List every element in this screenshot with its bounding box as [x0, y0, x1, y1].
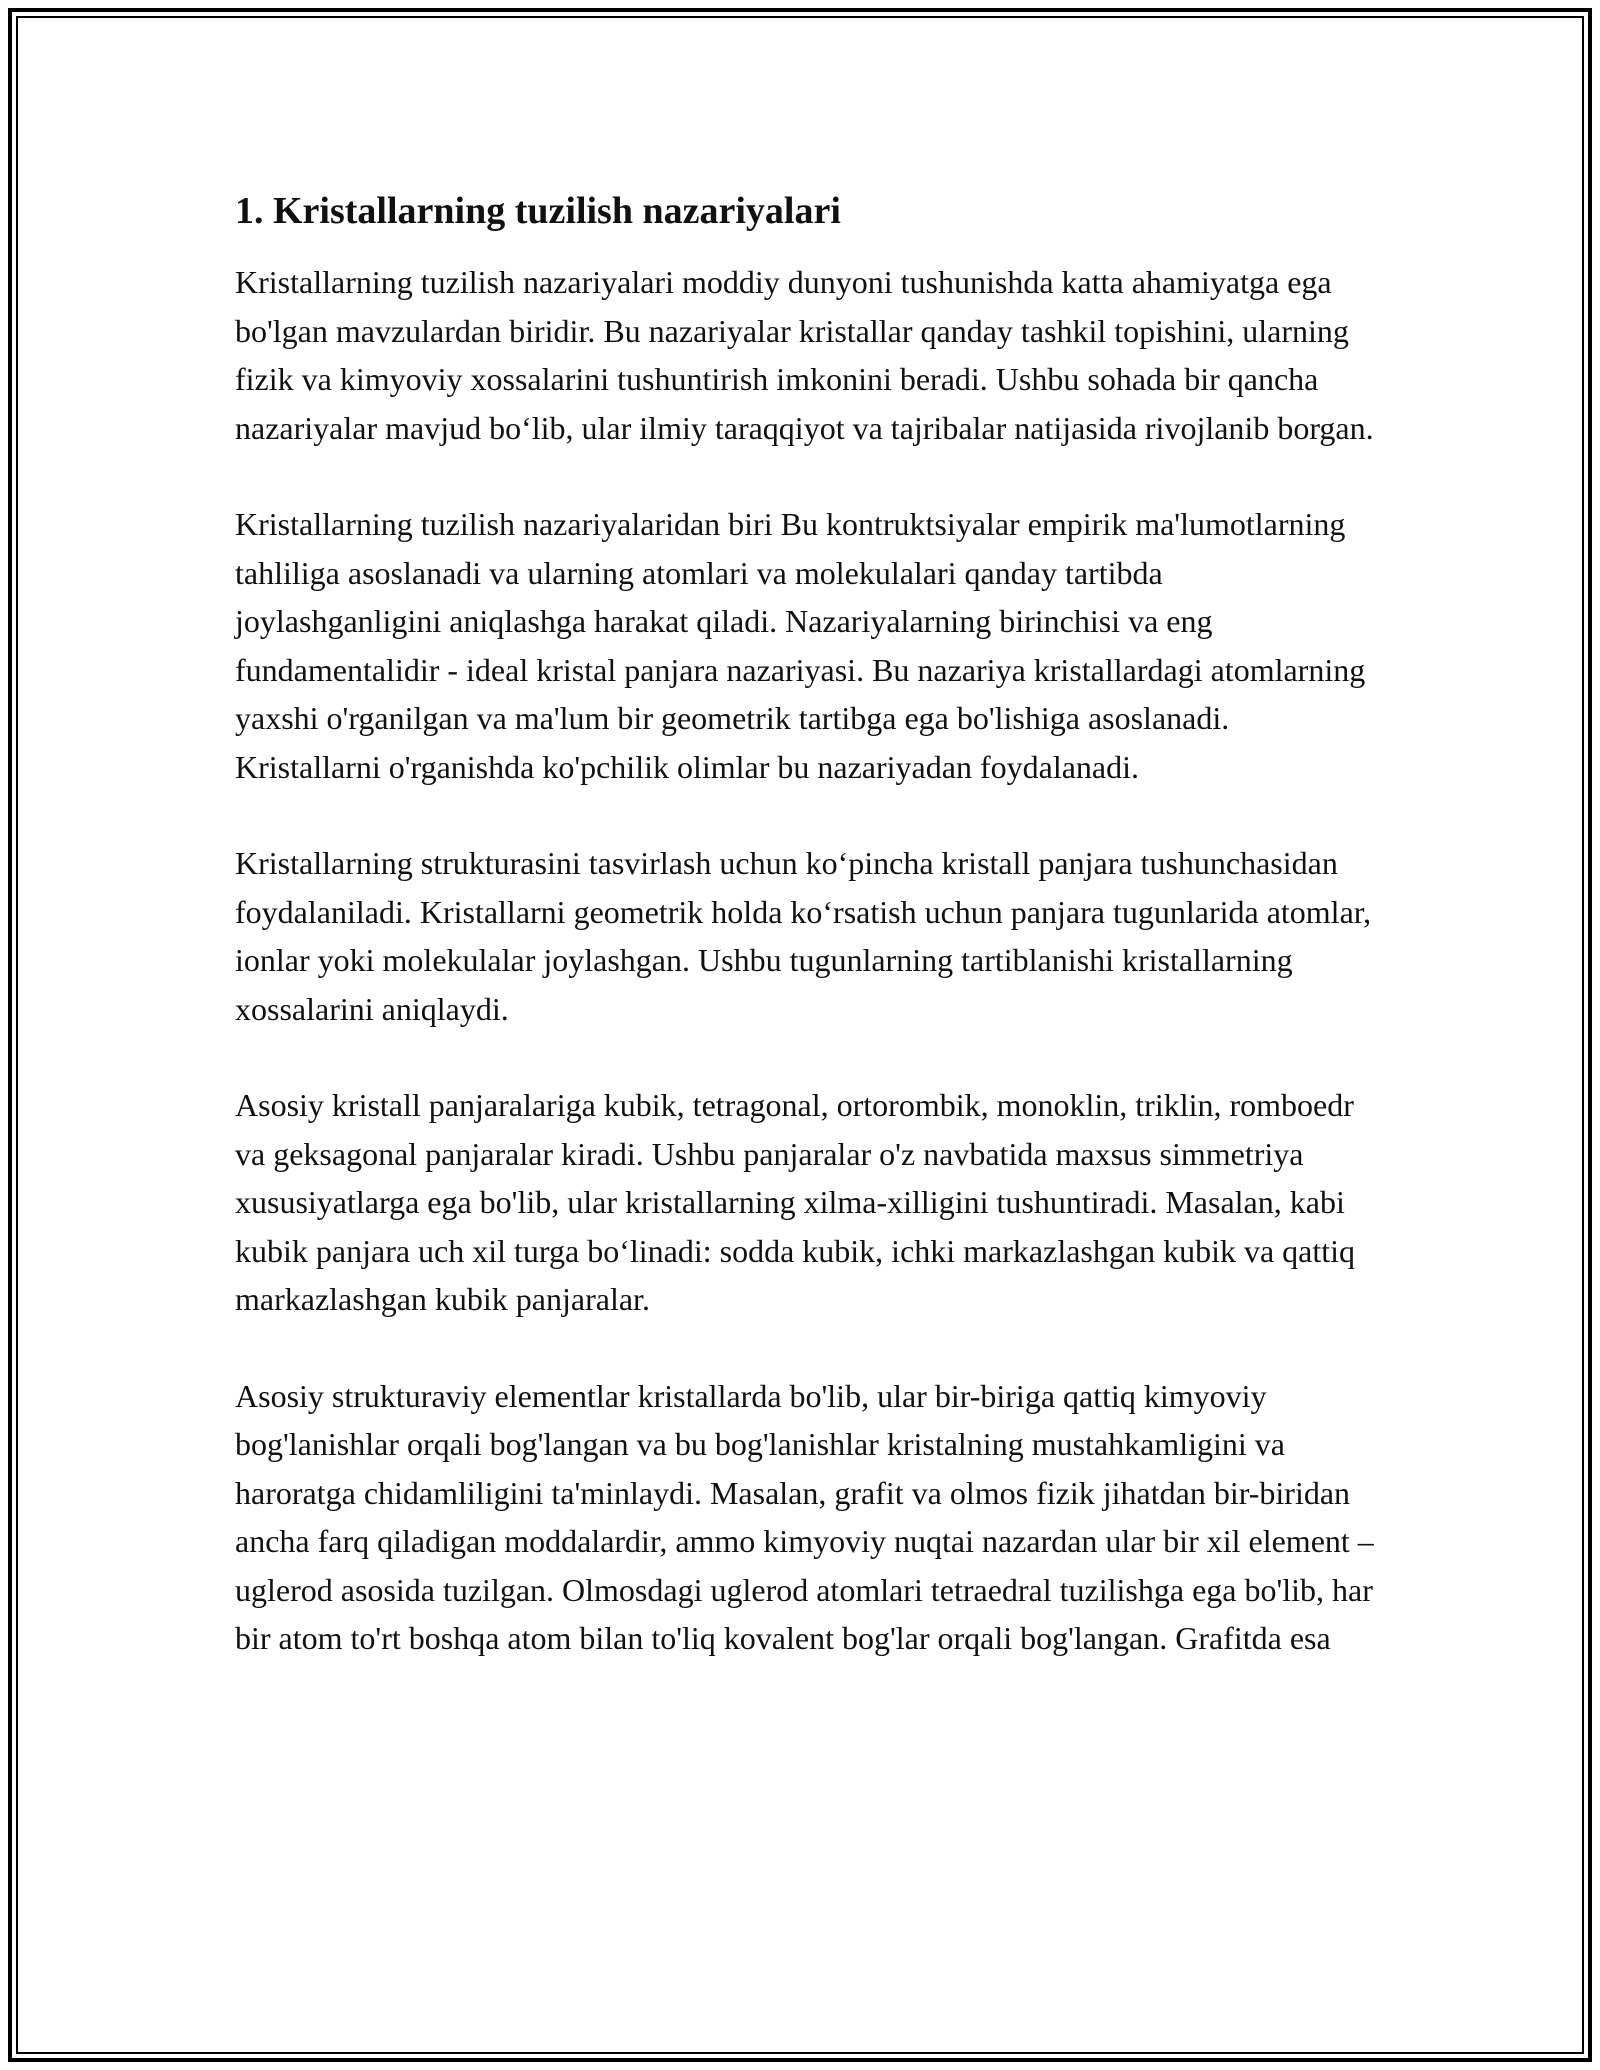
paragraph-intro: Kristallarning tuzilish nazariyalari moddiy dunyoni tushunishda katta ahamiyatga ega bo'lgan mavzulardan biridir. Bu nazariyalar kristallar qanday tashkil topishini, ularning fizik va kimyoviy xossalarini tushuntirish imkonini beradi. Ushbu sohada bir qancha nazariyalar mavjud bo‘lib, ular ilmiy taraqqiyot va tajribalar natijasida rivojlanib borgan.	[235, 264, 1374, 446]
paragraph-structural-elements: Asosiy strukturaviy elementlar kristallarda bo'lib, ular bir-biriga qattiq kimyoviy bog'lanishlar orqali bog'langan va bu bog'lanishlar kristalning mustahkamligini va haroratga chidamliligini ta'minlaydi. Masalan, grafit va olmos fizik jihatdan bir-biridan ancha farq qiladigan moddalardir, ammo kimyoviy nuqtai nazardan ular bir xil element – uglerod asosida tuzilgan. Olmosdagi uglerod atomlari tetraedral tuzilishga ega bo'lib, har bir atom to'rt boshqa atom bilan to'liq kovalent bog'lar orqali bog'langan. Grafitda esa	[235, 1377, 1374, 1656]
document-title: 1. Kristallarning tuzilish nazariyalari	[235, 190, 841, 232]
paragraph-ideal-lattice: Kristallarning tuzilish nazariyalaridan biri Bu kontruktsiyalar empirik ma'lumotlarning tahliliga asoslanadi va ularning atomlari va molekulalari qanday tartibda joylashganligini aniqlashga harakat qiladi. Nazariyalarning birinchisi va eng fundamentalidir - ideal kristal panjara nazariyasi. Bu nazariya kristallardagi atomlarning yaxshi o'rganilgan va ma'lum bir geometrik tartibga ega bo'lishiga asoslanadi. Kristallarni o'rganishda ko'pchilik olimlar bu nazariyadan foydalanadi.	[235, 506, 1366, 785]
paragraph-crystal-lattice: Kristallarning strukturasini tasvirlash uchun ko‘pincha kristall panjara tushunchasidan foydalaniladi. Kristallarni geometrik holda ko‘rsatish uchun panjara tugunlarida atomlar, ionlar yoki molekulalar joylashgan. Ushbu tugunlarning tartiblanishi kristallarning xossalarini aniqlaydi.	[235, 845, 1372, 1027]
paragraph-lattice-types: Asosiy kristall panjaralariga kubik, tetragonal, ortorombik, monoklin, triklin, romboedr va geksagonal panjaralar kiradi. Ushbu panjaralar o'z navbatida maxsus simmetriya xususiyatlarga ega bo'lib, ular kristallarning xilma-xilligini tushuntiradi. Masalan, kabi kubik panjara uch xil turga bo‘linadi: sodda kubik, ichki markazlashgan kubik va qattiq markazlashgan kubik panjaralar.	[235, 1087, 1356, 1317]
document-body	[235, 186, 1375, 1711]
